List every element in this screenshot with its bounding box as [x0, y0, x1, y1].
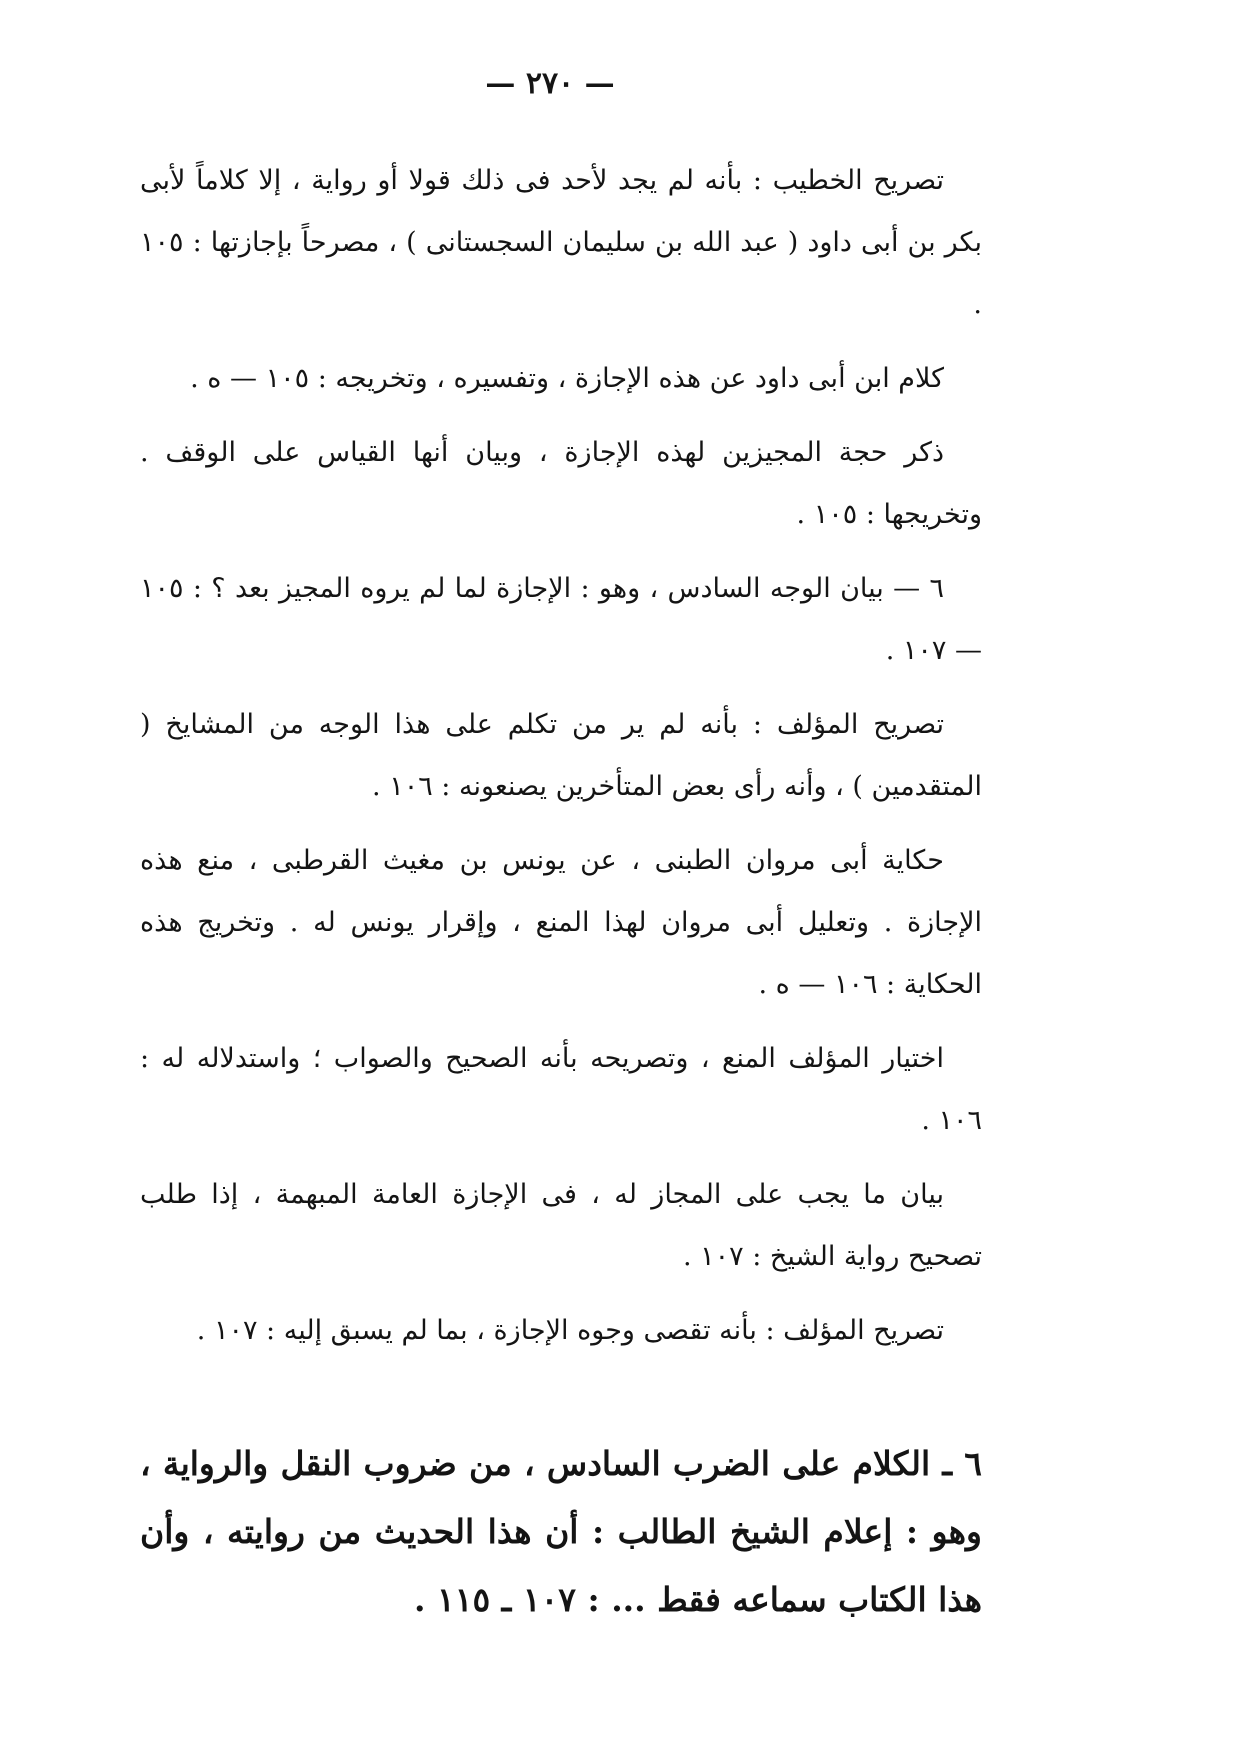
index-entry: ذكر حجة المجيزين لهذه الإجازة ، وبيان أنها القياس على الوقف . وتخريجها : ١٠٥ .: [140, 437, 982, 530]
index-entry: بيان ما يجب على المجاز له ، فى الإجازة العامة المبهمة ، إذا طلب تصحيح رواية الشيخ : ١٠٧ .: [140, 1179, 982, 1272]
index-entry: ٦ — بيان الوجه السادس ، وهو : الإجازة لما لم يروه المجيز بعد ؟ : ١٠٥ — ١٠٧ .: [140, 573, 982, 666]
section-heading-entry: ٦ ـ الكلام على الضرب السادس ، من ضروب النقل والرواية ، وهو : إعلام الشيخ الطالب : أن هذا الحديث من روايته ، وأن هذا الكتاب سماعه فقط ... : ١٠٧ ـ ١١٥ .: [140, 1444, 982, 1619]
index-content: [140, 150, 982, 1634]
index-entry: حكاية أبى مروان الطبنى ، عن يونس بن مغيث القرطبى ، منع هذه الإجازة . وتعليل أبى مروان لهذا المنع ، وإقرار يونس له . وتخريج هذه الحكاية : ١٠٦ — ه .: [140, 845, 982, 1000]
index-entry: اختيار المؤلف المنع ، وتصريحه بأنه الصحيح والصواب ؛ واستدلاله له : ١٠٦ .: [140, 1043, 982, 1136]
index-entry: كلام ابن أبى داود عن هذه الإجازة ، وتفسيره ، وتخريجه : ١٠٥ — ه .: [190, 363, 944, 394]
index-entry: تصريح الخطيب : بأنه لم يجد لأحد فى ذلك قولا أو رواية ، إلا كلاماً لأبى بكر بن أبى داود ( عبد الله بن سليمان السجستانى ) ، مصرحاً بإجازتها : ١٠٥ .: [140, 165, 982, 320]
page-number: — ٢٧٠ —: [485, 66, 615, 101]
index-entry: تصريح المؤلف : بأنه تقصى وجوه الإجازة ، بما لم يسبق إليه : ١٠٧ .: [196, 1315, 944, 1346]
index-entry: تصريح المؤلف : بأنه لم ير من تكلم على هذا الوجه من المشايخ ( المتقدمين ) ، وأنه رأى بعض المتأخرين يصنعونه : ١٠٦ .: [140, 709, 982, 802]
